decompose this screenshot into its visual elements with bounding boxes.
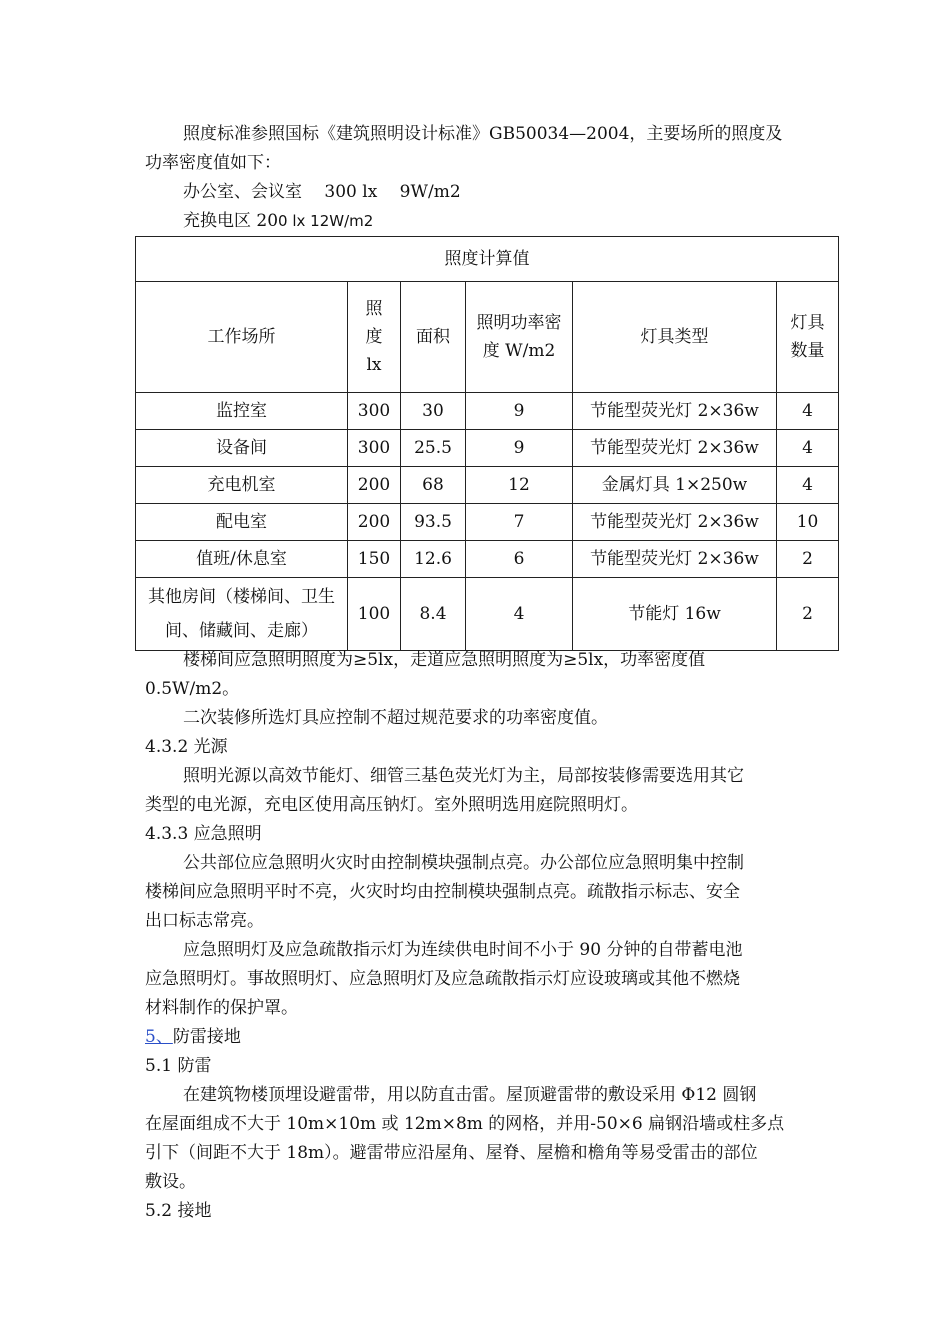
cell-lux: 200 bbox=[348, 504, 401, 541]
cell-place: 其他房间（楼梯间、卫生间、储藏间、走廊） bbox=[136, 578, 348, 651]
cell-count: 10 bbox=[777, 504, 839, 541]
cell-count: 4 bbox=[777, 467, 839, 504]
cell-area: 25.5 bbox=[401, 430, 466, 467]
cell-fixture: 节能型荧光灯 2×36w bbox=[573, 393, 777, 430]
paragraph-line: 引下（间距不大于 18m）。避雷带应沿屋角、屋脊、屋檐和檐角等易受雷击的部位 bbox=[145, 1143, 758, 1163]
paragraph-line: 公共部位应急照明火灾时由控制模块强制点亮。办公部位应急照明集中控制 bbox=[183, 853, 744, 873]
cell-count: 4 bbox=[777, 393, 839, 430]
section-heading: 4.3.3 应急照明 bbox=[145, 824, 262, 844]
cell-density: 7 bbox=[466, 504, 573, 541]
standard-charging-b: 0 lx 12W/m2 bbox=[278, 212, 374, 230]
paragraph-line: 类型的电光源，充电区使用高压钠灯。室外照明选用庭院照明灯。 bbox=[145, 795, 638, 815]
header-lux: 照度lx bbox=[348, 282, 401, 393]
paragraph-line: 材料制作的保护罩。 bbox=[145, 998, 298, 1018]
header-fixture: 灯具类型 bbox=[573, 282, 777, 393]
table-row bbox=[136, 504, 839, 541]
cell-fixture: 节能型荧光灯 2×36w bbox=[573, 430, 777, 467]
header-count: 灯具数量 bbox=[777, 282, 839, 393]
standard-charging-a: 充换电区 20 bbox=[183, 211, 279, 231]
table-row bbox=[136, 578, 839, 651]
header-area: 面积 bbox=[401, 282, 466, 393]
section-5-title: 防雷接地 bbox=[172, 1027, 241, 1047]
cell-area: 68 bbox=[401, 467, 466, 504]
intro-line: 照度标准参照国标《建筑照明设计标准》GB50034—2004，主要场所的照度及 bbox=[183, 124, 783, 144]
cell-lux: 200 bbox=[348, 467, 401, 504]
cell-lux: 300 bbox=[348, 393, 401, 430]
paragraph-line: 出口标志常亮。 bbox=[145, 911, 264, 931]
section-5-link[interactable]: 5、 bbox=[145, 1027, 173, 1047]
header-density: 照明功率密度 W/m2 bbox=[466, 282, 573, 393]
section-heading: 5.2 接地 bbox=[145, 1201, 212, 1221]
paragraph-line: 楼梯间应急照明平时不亮，火灾时均由控制模块强制点亮。疏散指示标志、安全 bbox=[145, 882, 740, 902]
cell-count: 4 bbox=[777, 430, 839, 467]
cell-density: 4 bbox=[466, 578, 573, 651]
paragraph-line: 在屋面组成不大于 10m×10m 或 12m×8m 的网格，并用-50×6 扁钢沿墙或柱多点 bbox=[145, 1114, 785, 1134]
cell-place: 充电机室 bbox=[136, 467, 348, 504]
cell-count: 2 bbox=[777, 541, 839, 578]
cell-area: 30 bbox=[401, 393, 466, 430]
cell-lux: 300 bbox=[348, 430, 401, 467]
table-row bbox=[136, 541, 839, 578]
cell-area: 8.4 bbox=[401, 578, 466, 651]
cell-density: 9 bbox=[466, 393, 573, 430]
paragraph-line: 二次装修所选灯具应控制不超过规范要求的功率密度值。 bbox=[183, 708, 608, 728]
cell-place: 监控室 bbox=[136, 393, 348, 430]
header-place: 工作场所 bbox=[136, 282, 348, 393]
table-row bbox=[136, 430, 839, 467]
paragraph-line: 0.5W/m2。 bbox=[145, 679, 240, 699]
cell-fixture: 节能型荧光灯 2×36w bbox=[573, 504, 777, 541]
cell-place: 设备间 bbox=[136, 430, 348, 467]
cell-density: 12 bbox=[466, 467, 573, 504]
paragraph-line: 敷设。 bbox=[145, 1172, 196, 1192]
section-heading: 5.1 防雷 bbox=[145, 1056, 212, 1076]
cell-fixture: 节能灯 16w bbox=[573, 578, 777, 651]
paragraph-line: 照明光源以高效节能灯、细管三基色荧光灯为主，局部按装修需要选用其它 bbox=[183, 766, 744, 786]
cell-density: 6 bbox=[466, 541, 573, 578]
cell-area: 93.5 bbox=[401, 504, 466, 541]
section-heading-5 bbox=[145, 1023, 825, 1052]
illuminance-table bbox=[135, 236, 839, 651]
cell-count: 2 bbox=[777, 578, 839, 651]
paragraph-line: 在建筑物楼顶埋设避雷带，用以防直击雷。屋顶避雷带的敷设采用 Φ12 圆钢 bbox=[183, 1085, 757, 1105]
table-row bbox=[136, 393, 839, 430]
table-row bbox=[136, 467, 839, 504]
section-heading: 4.3.2 光源 bbox=[145, 737, 228, 757]
standard-charging bbox=[145, 207, 863, 236]
standard-office: 办公室、会议室 300 lx 9W/m2 bbox=[183, 182, 461, 202]
paragraph-line: 应急照明灯及应急疏散指示灯为连续供电时间不小于 90 分钟的自带蓄电池 bbox=[183, 940, 743, 960]
cell-fixture: 金属灯具 1×250w bbox=[573, 467, 777, 504]
paragraph-line: 楼梯间应急照明照度为≥5lx，走道应急照明照度为≥5lx，功率密度值 bbox=[183, 650, 706, 670]
paragraph-line: 应急照明灯。事故照明灯、应急照明灯及应急疏散指示灯应设玻璃或其他不燃烧 bbox=[145, 969, 740, 989]
table-title: 照度计算值 bbox=[136, 237, 839, 282]
cell-area: 12.6 bbox=[401, 541, 466, 578]
cell-lux: 100 bbox=[348, 578, 401, 651]
cell-place: 值班/休息室 bbox=[136, 541, 348, 578]
cell-lux: 150 bbox=[348, 541, 401, 578]
cell-place: 配电室 bbox=[136, 504, 348, 541]
intro-line: 功率密度值如下： bbox=[145, 153, 281, 173]
cell-fixture: 节能型荧光灯 2×36w bbox=[573, 541, 777, 578]
cell-density: 9 bbox=[466, 430, 573, 467]
